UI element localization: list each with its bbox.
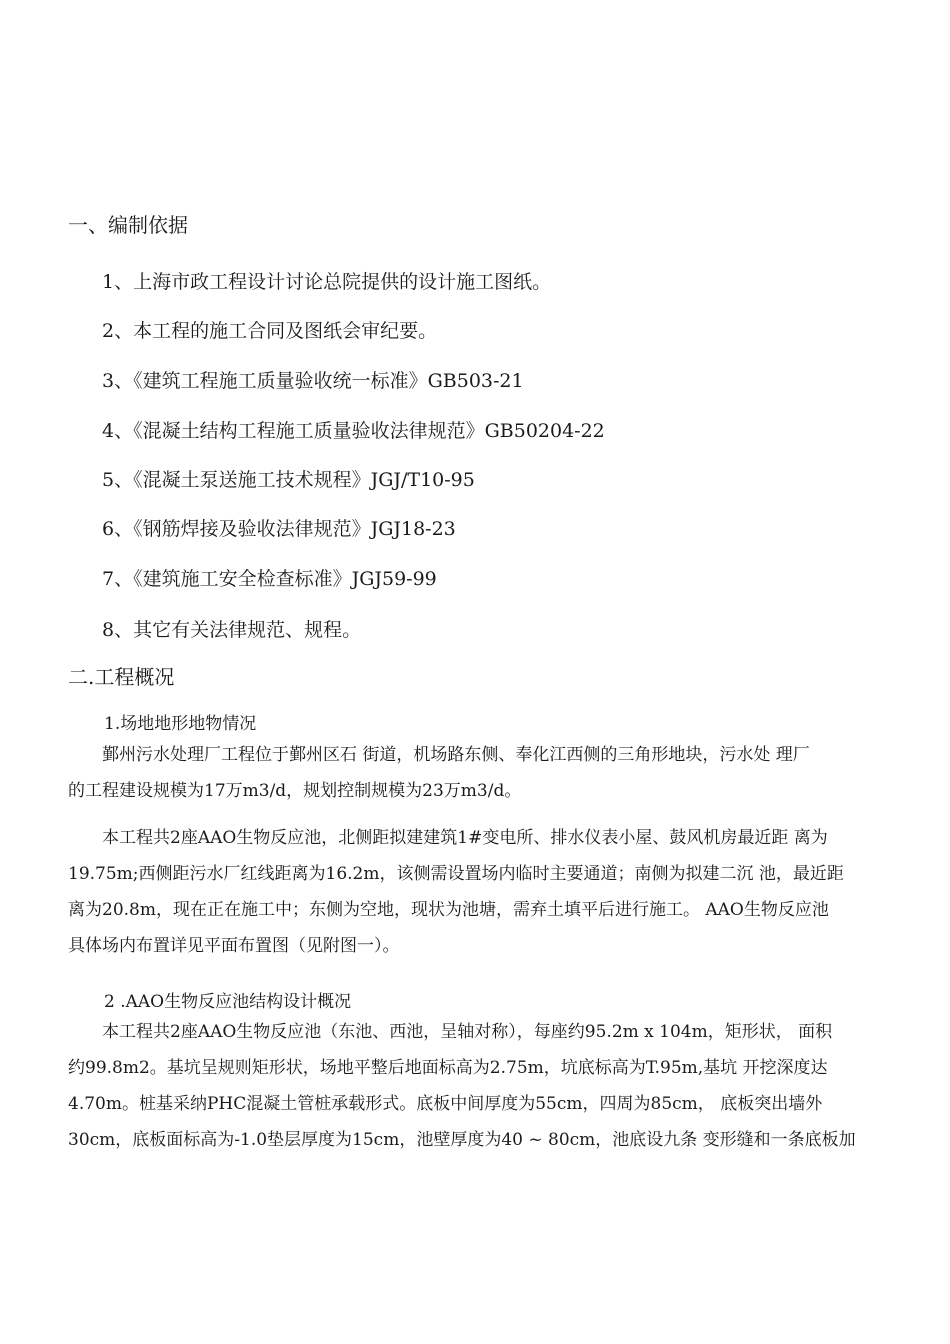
paragraph-line: 30cm，底板面标高为-1.0垫层厚度为15cm，池壁厚度为40 ~ 80cm，池底设九条 变形缝和一条底板加 xyxy=(68,1130,856,1150)
basis-item-1: 1、上海市政工程设计讨论总院提供的设计施工图纸。 xyxy=(102,271,552,293)
subsection-title-2: 2 .AAO生物反应池结构设计概况 xyxy=(104,992,352,1012)
section-heading-2: 二.工程概况 xyxy=(68,665,175,689)
basis-item-3: 3、《建筑工程施工质量验收统一标准》GB503-21 xyxy=(102,370,524,392)
paragraph-site-surroundings xyxy=(68,820,918,964)
paragraph-line: 鄞州污水处理厂工程位于鄞州区石 街道，机场路东侧、奉化江西侧的三角形地块，污水处 理厂 xyxy=(102,745,810,765)
basis-item-2: 2、本工程的施工合同及图纸会审纪要。 xyxy=(102,320,438,342)
paragraph-line: 19.75m;西侧距污水厂红线距离为16.2m，该侧需设置场内临时主要通道；南侧为拟建二沉 池，最近距 xyxy=(68,864,844,884)
basis-item-4: 4、《混凝土结构工程施工质量验收法律规范》GB50204-22 xyxy=(102,420,605,442)
paragraph-structure-design xyxy=(68,1014,918,1158)
paragraph-line: 本工程共2座AAO生物反应池，北侧距拟建建筑1#变电所、排水仪表小屋、鼓风机房最近距 离为 xyxy=(102,828,828,848)
basis-item-6: 6、《钢筋焊接及验收法律规范》JGJ18-23 xyxy=(102,518,456,540)
section-heading-1: 一、编制依据 xyxy=(68,213,188,237)
basis-item-8: 8、其它有关法律规范、规程。 xyxy=(102,619,362,641)
paragraph-line: 离为20.8m，现在正在施工中；东侧为空地，现状为池塘，需弃土填平后进行施工。 AAO生物反应池 xyxy=(68,900,829,920)
subsection-title-1: 1.场地地形地物情况 xyxy=(104,714,257,734)
paragraph-site-location xyxy=(68,737,918,809)
basis-item-7: 7、《建筑施工安全检查标准》JGJ59-99 xyxy=(102,568,437,590)
paragraph-line: 约99.8m2。基坑呈规则矩形状，场地平整后地面标高为2.75m，坑底标高为T.95m,基坑 开挖深度达 xyxy=(68,1058,828,1078)
paragraph-line: 4.70m。桩基采纳PHC混凝土管桩承载形式。底板中间厚度为55cm，四周为85cm， 底板突出墙外 xyxy=(68,1094,823,1114)
paragraph-line: 本工程共2座AAO生物反应池（东池、西池，呈轴对称），每座约95.2m x 104m，矩形状， 面积 xyxy=(102,1022,833,1042)
paragraph-line: 具体场内布置详见平面布置图（见附图一）。 xyxy=(68,936,400,956)
basis-item-5: 5、《混凝土泵送施工技术规程》JGJ/T10-95 xyxy=(102,469,475,491)
paragraph-line: 的工程建设规模为17万m3/d，规划控制规模为23万m3/d。 xyxy=(68,781,522,801)
